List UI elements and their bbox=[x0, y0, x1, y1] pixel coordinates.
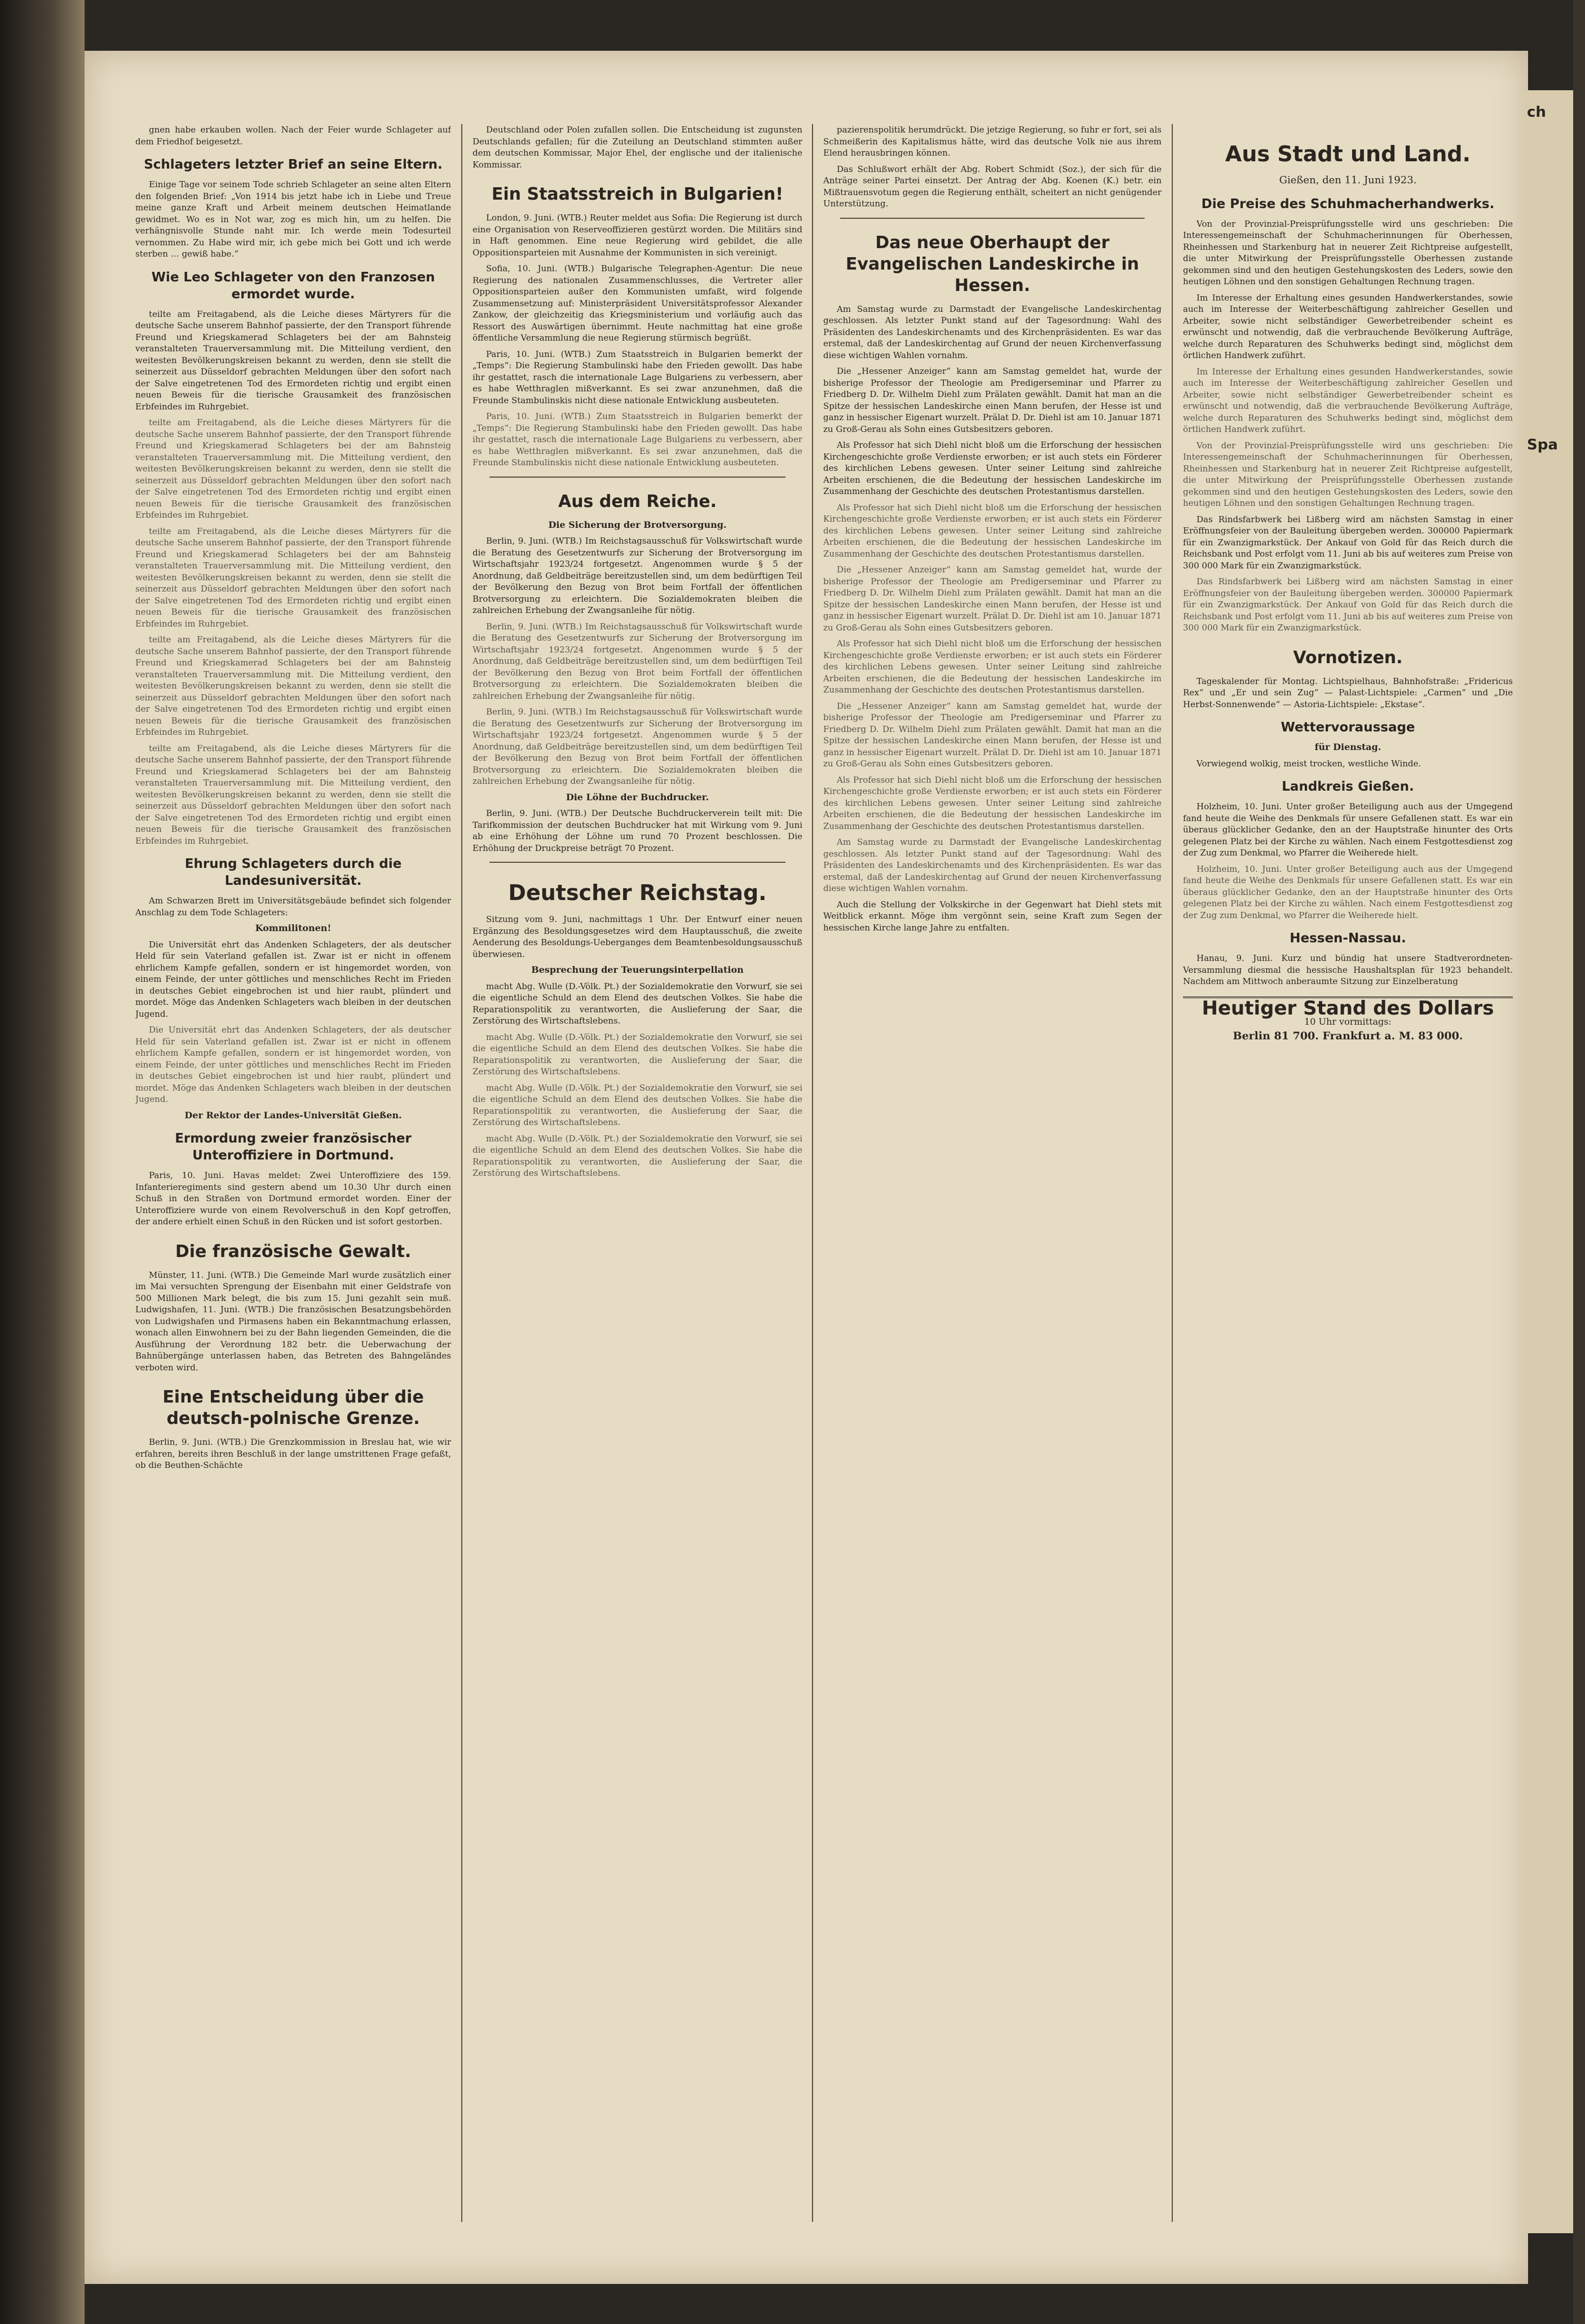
dollar-rate-box bbox=[1183, 996, 1513, 1042]
article-text: Im Interesse der Erhaltung eines gesunden Handwerkerstandes, sowie auch im Interesse der Weiterbeschäftigung zahlreicher Gesellen und Arbeiter, sowie nicht selbständiger Gewerbetreibender scheint es erwünscht und notwendig, daß die verbrauchende Bevölkerung Aufträge, welche durch Reparaturen des Schuhwerks bedingt sind, möglichst dem örtlichen Handwerk zuführt. bbox=[1183, 292, 1513, 360]
article-text: Paris, 10. Juni. Havas meldet: Zwei Unteroffiziere des 159. Infanterieregiments sind gestern abend um 10.30 Uhr durch einen Schuß in den Straßen von Dortmund ermordet worden. Einer der Unteroffiziere wurde von einem Revolverschuß in den Kopf getroffen, der andere erhielt einen Schuß in den Rücken und ist sofort gestorben. bbox=[135, 1170, 451, 1227]
subheading: Besprechung der Teuerungsinterpellation bbox=[531, 964, 744, 975]
article-text: Berlin, 9. Juni. (WTB.) Im Reichstagsausschuß für Volkswirtschaft wurde die Beratung des Gesetzentwurfs zur Sicherung der Brotversorgung im Wirtschaftsjahr 1923/24 fortgesetzt. Angenommen wurde § 5 der Anordnung, daß Geldbeiträge bereitzustellen sind, um dem bedürftigen Teil der Bevölkerung den Bezug von Brot beim Fortfall der öffentlichen Brotversorgung zu erleichtern. Die Sozialdemokraten bleiben die zahlreichen Erhebung der Zwangsanleihe für nötig. bbox=[473, 707, 802, 786]
article-text: teilte am Freitagabend, als die Leiche dieses Märtyrers für die deutsche Sache unserem Bahnhof passierte, der den Transport führende Freund und Kriegskamerad Schlageters bei der am Bahnsteig veranstalteten Trauerversammlung mit. Die Mitteilung verdient, den weitesten Bevölkerungskreisen bekannt zu werden, denn sie stellt die seinerzeit aus Düsseldorf gebrachten Meldungen über den sofort nach der Salve eingetretenen Tod des Ermordeten richtig und ergibt einen neuen Beweis für die tierische Grausamkeit des französischen Erbfeindes im Ruhrgebiet. bbox=[135, 417, 451, 520]
article-heading: Schlageters letzter Brief an seine Eltern. bbox=[144, 157, 443, 172]
column-4 bbox=[1183, 124, 1513, 2222]
article-text: Als Professor hat sich Diehl nicht bloß um die Erforschung der hessischen Kirchengeschichte große Verdienste erworben; er ist auch stets ein Förderer des kirchlichen Lebens gewesen. Unter seiner Leitung sind zahlreiche Arbeiten erschienen, die die Bedeutung der hessischen Landeskirche im Zusammenhang der Geschichte des deutschen Protestantismus darstellen. bbox=[823, 502, 1162, 559]
article-heading: Die Preise des Schuhmacherhandwerks. bbox=[1201, 196, 1495, 211]
article-heading: Ermordung zweier französischer Unteroffiziere in Dortmund. bbox=[175, 1131, 412, 1163]
article-text: macht Abg. Wulle (D.-Völk. Pt.) der Sozialdemokratie den Vorwurf, sie sei die eigentliche Schuld an dem Elend des deutschen Volkes. Sie habe die Reparationspolitik zu verantworten, die Auslieferung der Saar, die Zerstörung des Wirtschaftslebens. bbox=[473, 1031, 802, 1077]
subheading: Die Löhne der Buchdrucker. bbox=[566, 791, 709, 802]
article-text: Das Rindsfarbwerk bei Lißberg wird am nächsten Samstag in einer Eröffnungsfeier von der Bauleitung übergeben werden. 300000 Papiermark für ein Zwanzigmarkstück. Der Ankauf von Gold für das Reich durch die Reichsbank und Post erfolgt vom 11. Juni ab bis auf weiteres zum Preise von 300 000 Mark für ein Zwanzigmarkstück. bbox=[1183, 514, 1513, 571]
article-text: Als Professor hat sich Diehl nicht bloß um die Erforschung der hessischen Kirchengeschichte große Verdienste erworben; er ist auch stets ein Förderer des kirchlichen Lebens gewesen. Unter seiner Leitung sind zahlreiche Arbeiten erschienen, die die Bedeutung der hessischen Landeskirche im Zusammenhang der Geschichte des deutschen Protestantismus darstellen. bbox=[823, 638, 1162, 695]
article-text: Die „Hessener Anzeiger“ kann am Samstag gemeldet hat, wurde der bisherige Professor der Theologie am Predigerseminar und Pfarrer zu Friedberg D. Dr. Wilhelm Diehl zum Prälaten gewählt. Damit hat man an die Spitze der hessischen Landeskirche einen Mann berufen, der Hesse ist und ganz in hessischer Eigenart wurzelt. Prälat D. Dr. Diehl ist am 10. Januar 1871 zu Groß-Gerau als Sohn eines Gutsbesitzers geboren. bbox=[823, 366, 1162, 434]
article-text: macht Abg. Wulle (D.-Völk. Pt.) der Sozialdemokratie den Vorwurf, sie sei die eigentliche Schuld an dem Elend des deutschen Volkes. Sie habe die Reparationspolitik zu verantworten, die Auslieferung der Saar, die Zerstörung des Wirtschaftslebens. bbox=[473, 1082, 802, 1127]
article-heading: Landkreis Gießen. bbox=[1282, 779, 1414, 794]
article-text: macht Abg. Wulle (D.-Völk. Pt.) der Sozialdemokratie den Vorwurf, sie sei die eigentliche Schuld an dem Elend des deutschen Volkes. Sie habe die Reparationspolitik zu verantworten, die Auslieferung der Saar, die Zerstörung des Wirtschaftslebens. bbox=[473, 1133, 802, 1178]
article-text: Im Interesse der Erhaltung eines gesunden Handwerkerstandes, sowie auch im Interesse der Weiterbeschäftigung zahlreicher Gesellen und Arbeiter, sowie nicht selbständiger Gewerbetreibender scheint es erwünscht und notwendig, daß die verbrauchende Bevölkerung Aufträge, welche durch Reparaturen des Schuhwerks bedingt sind, möglichst dem örtlichen Handwerk zuführt. bbox=[1183, 366, 1513, 434]
article-text: Holzheim, 10. Juni. Unter großer Beteiligung auch aus der Umgegend fand heute die Weihe des Denkmals für unsere Gefallenen statt. Es war ein überaus glücklicher Gedanke, den an der Hauptstraße hinunter des Orts gelegenen Platz bei der Kirche zu wählen. Nach einem Festgottesdienst zog der Zug zum Denkmal, wo Pfarrer die Weiherede hielt. bbox=[1183, 801, 1513, 858]
article-heading: Wie Leo Schlageter von den Franzosen ermordet wurde. bbox=[151, 270, 435, 302]
subheading: Kommilitonen! bbox=[255, 923, 332, 933]
article-text: teilte am Freitagabend, als die Leiche dieses Märtyrers für die deutsche Sache unserem Bahnhof passierte, der den Transport führende Freund und Kriegskamerad Schlageters bei der am Bahnsteig veranstalteten Trauerversammlung mit. Die Mitteilung verdient, den weitesten Bevölkerungskreisen bekannt zu werden, denn sie stellt die seinerzeit aus Düsseldorf gebrachten Meldungen über den sofort nach der Salve eingetretenen Tod des Ermordeten richtig und ergibt einen neuen Beweis für die tierische Grausamkeit des französischen Erbfeindes im Ruhrgebiet. bbox=[135, 526, 451, 629]
column-2 bbox=[473, 124, 802, 2222]
section-heading: Aus Stadt und Land. bbox=[1225, 142, 1471, 166]
column-1 bbox=[135, 124, 451, 2222]
dollar-rate-values: Berlin 81 700. Frankfurt a. M. 83 000. bbox=[1233, 1029, 1463, 1042]
article-text: Von der Provinzial-Preisprüfungsstelle wird uns geschrieben: Die Interessengemeinschaft der Schuhmacherinnungen für Oberhessen, Rheinhessen und Starkenburg hat in neuerer Zeit Richtpreise aufgestellt, die unter Mitwirkung der Preisprüfungsstelle Oberhessen zustande gekommen sind und den heutigen Gestehungskosten des Leders, sowie den heutigen Löhnen und den sonstigen Gehaltungen Rechnung tragen. bbox=[1183, 218, 1513, 286]
article-text: Die „Hessener Anzeiger“ kann am Samstag gemeldet hat, wurde der bisherige Professor der Theologie am Predigerseminar und Pfarrer zu Friedberg D. Dr. Wilhelm Diehl zum Prälaten gewählt. Damit hat man an die Spitze der hessischen Landeskirche einen Mann berufen, der Hesse ist und ganz in hessischer Eigenart wurzelt. Prälat D. Dr. Diehl ist am 10. Januar 1871 zu Groß-Gerau als Sohn eines Gutsbesitzers geboren. bbox=[823, 700, 1162, 769]
article-text: Sofia, 10. Juni. (WTB.) Bulgarische Telegraphen-Agentur: Die neue Regierung des nationalen Zusammenschlusses, die Vertreter aller Oppositionsparteien außer den Kommunisten umfaßt, wird folgende Zusammensetzung auf: Ministerpräsident Universitätsprofessor Alexander Zankow, der gleichzeitig das Kriegsministerium und vorläufig auch das Ressort des Auswärtigen übernimmt. Heute nachmittag hat eine große öffentliche Versammlung die neue Regierung stürmisch begrüßt. bbox=[473, 263, 802, 343]
dollar-rate-time: 10 Uhr vormittags: bbox=[1304, 1016, 1392, 1027]
divider bbox=[840, 218, 1145, 219]
article-text: macht Abg. Wulle (D.-Völk. Pt.) der Sozialdemokratie den Vorwurf, sie sei die eigentliche Schuld an dem Elend des deutschen Volkes. Sie habe die Reparationspolitik zu verantworten, die Auslieferung der Saar, die Zerstörung des Wirtschaftslebens. bbox=[473, 981, 802, 1026]
column-3 bbox=[823, 124, 1162, 2222]
next-page-fragment: Spa bbox=[1527, 436, 1558, 453]
article-heading: Die französische Gewalt. bbox=[175, 1241, 412, 1262]
next-page-fragment: ch bbox=[1527, 104, 1546, 121]
section-heading: Aus dem Reiche. bbox=[558, 491, 717, 511]
edge-strip bbox=[1573, 0, 1585, 2324]
article-text: Das Schlußwort erhält der Abg. Robert Schmidt (Soz.), der sich für die Anträge seiner Partei einsetzt. Der Antrag der Abg. Koenen (K.) betr. ein Mißtrauensvotum gegen die Regierung enthält, scheitert an nicht genügender Unterstützung. bbox=[823, 164, 1162, 209]
section-heading: Deutscher Reichstag. bbox=[508, 880, 767, 905]
article-text: Berlin, 9. Juni. (WTB.) Der Deutsche Buchdruckerverein teilt mit: Die Tarifkommission der deutschen Buchdrucker hat mit Wirkung vom 9. Juni ab eine Erhöhung der Löhne um rund 70 Prozent beschlossen. Die Erhöhung der Druckpreise beträgt 70 Prozent. bbox=[473, 808, 802, 853]
article-text: Am Samstag wurde zu Darmstadt der Evangelische Landeskirchentag geschlossen. Als letzter Punkt stand auf der Tagesordnung: Wahl des Präsidenten des Landeskirchenamts und des Kirchenpräsidenten. Es war das erstemal, daß der Landeskirchentag auf Grund der neuen Kirchenverfassung diese wichtigen Wahlen vornahm. bbox=[823, 303, 1162, 360]
article-text: Die Universität ehrt das Andenken Schlageters, der als deutscher Held für sein Vaterland gefallen ist. Zwar ist er nicht in offenem ehrlichem Kampfe gefallen, sondern er ist hingemordet worden, von einem Feinde, der unter göttliches und menschliches Recht im Frieden in deutsches Gebiet eingebrochen ist und hier raubt, plündert und mordet. Möge das Andenken Schlageters wach bleiben in der deutschen Jugend. bbox=[135, 939, 451, 1019]
article-text: Sitzung vom 9. Juni, nachmittags 1 Uhr. Der Entwurf einer neuen Ergänzung des Besoldungsgesetzes wird dem Hauptausschuß, die zweite Aenderung des Besoldungs-Ueberganges dem Beamtenbesoldungsausschuß überwiesen. bbox=[473, 914, 802, 959]
article-text: Berlin, 9. Juni. (WTB.) Die Grenzkommission in Breslau hat, wie wir erfahren, bereits ihren Beschluß in der lange umstrittenen Frage gefaßt, ob die Beuthen-Schächte bbox=[135, 1437, 451, 1470]
article-text: Vorwiegend wolkig, meist trocken, westliche Winde. bbox=[1197, 758, 1421, 769]
article-heading: Ein Staatsstreich in Bulgarien! bbox=[491, 184, 784, 204]
column-rule bbox=[461, 124, 462, 2222]
article-text: teilte am Freitagabend, als die Leiche dieses Märtyrers für die deutsche Sache unserem Bahnhof passierte, der den Transport führende Freund und Kriegskamerad Schlageters bei der am Bahnsteig veranstalteten Trauerversammlung mit. Die Mitteilung verdient, den weitesten Bevölkerungskreisen bekannt zu werden, denn sie stellt die seinerzeit aus Düsseldorf gebrachten Meldungen über den sofort nach der Salve eingetretenen Tod des Ermordeten richtig und ergibt einen neuen Beweis für die tierische Grausamkeit des französischen Erbfeindes im Ruhrgebiet. bbox=[135, 743, 451, 846]
next-page-edge bbox=[1522, 90, 1573, 2233]
article-text: teilte am Freitagabend, als die Leiche dieses Märtyrers für die deutsche Sache unserem Bahnhof passierte, der den Transport führende Freund und Kriegskamerad Schlageters bei der am Bahnsteig veranstalteten Trauerversammlung mit. Die Mitteilung verdient, den weitesten Bevölkerungskreisen bekannt zu werden, denn sie stellt die seinerzeit aus Düsseldorf gebrachten Meldungen über den sofort nach der Salve eingetretenen Tod des Ermordeten richtig und ergibt einen neuen Beweis für die tierische Grausamkeit des französischen Erbfeindes im Ruhrgebiet. bbox=[135, 308, 451, 412]
article-text: Am Schwarzen Brett im Universitätsgebäude befindet sich folgender Anschlag zu dem Tode Schlageters: bbox=[135, 896, 451, 918]
article-text: teilte am Freitagabend, als die Leiche dieses Märtyrers für die deutsche Sache unserem Bahnhof passierte, der den Transport führende Freund und Kriegskamerad Schlageters bei der am Bahnsteig veranstalteten Trauerversammlung mit. Die Mitteilung verdient, den weitesten Bevölkerungskreisen bekannt zu werden, denn sie stellt die seinerzeit aus Düsseldorf gebrachten Meldungen über den sofort nach der Salve eingetretenen Tod des Ermordeten richtig und ergibt einen neuen Beweis für die tierische Grausamkeit des französischen Erbfeindes im Ruhrgebiet. bbox=[135, 634, 451, 737]
article-text: Tageskalender für Montag. Lichtspielhaus, Bahnhofstraße: „Fridericus Rex“ und „Er und sein Zug“ — Palast-Lichtspiele: „Carmen“ und „Die Herbst-Sonnenwende“ — Astoria-Lichtspiele: „Ekstase“. bbox=[1183, 676, 1513, 709]
dateline: Gießen, den 11. Juni 1923. bbox=[1279, 174, 1417, 186]
subheading: für Dienstag. bbox=[1314, 742, 1381, 752]
article-text: pazierenspolitik herumdrückt. Die jetzige Regierung, so fuhr er fort, sei als Schmeißerin des Kapitalismus hätte, wird das deutsche Volk nie aus ihrem Elend herausbringen können. bbox=[823, 125, 1162, 158]
article-heading: Wettervoraussage bbox=[1281, 720, 1415, 735]
article-text: Einige Tage vor seinem Tode schrieb Schlageter an seine alten Eltern den folgenden Brief: „Von 1914 bis jetzt habe ich in Liebe und Treue meine ganze Kraft und Arbeit meinem deutschen Heimatlande gewidmet. Wo es in Not war, zog es mich hin, um zu helfen. Die verhängnisvolle Stunde naht mir. Ich werde mein Todesurteil vernommen. Zu Habe wird mir, ich gebe mich bei Gott und ich werde sterben … gewiß habe.“ bbox=[135, 179, 451, 259]
article-text: Am Samstag wurde zu Darmstadt der Evangelische Landeskirchentag geschlossen. Als letzter Punkt stand auf der Tagesordnung: Wahl des Präsidenten des Landeskirchenamts und des Kirchenpräsidenten. Es war das erstemal, daß der Landeskirchentag auf Grund der neuen Kirchenverfassung diese wichtigen Wahlen vornahm. bbox=[823, 837, 1162, 893]
article-text: Von der Provinzial-Preisprüfungsstelle wird uns geschrieben: Die Interessengemeinschaft der Schuhmacherinnungen für Oberhessen, Rheinhessen und Starkenburg hat in neuerer Zeit Richtpreise aufgestellt, die unter Mitwirkung der Preisprüfungsstelle Oberhessen zustande gekommen sind und den heutigen Gestehungskosten des Leders, sowie den heutigen Löhnen und den sonstigen Gehaltungen Rechnung tragen. bbox=[1183, 440, 1513, 508]
article-heading: Eine Entscheidung über die deutsch-polnische Grenze. bbox=[162, 1387, 424, 1428]
article-text: gnen habe erkauben wollen. Nach der Feier wurde Schlageter auf dem Friedhof beigesetzt. bbox=[135, 125, 451, 147]
article-text: Berlin, 9. Juni. (WTB.) Im Reichstagsausschuß für Volkswirtschaft wurde die Beratung des Gesetzentwurfs zur Sicherung der Brotversorgung im Wirtschaftsjahr 1923/24 fortgesetzt. Angenommen wurde § 5 der Anordnung, daß Geldbeiträge bereitzustellen sind, um dem bedürftigen Teil der Bevölkerung den Bezug von Brot beim Fortfall der öffentlichen Brotversorgung zu erleichtern. Die Sozialdemokraten bleiben die zahlreichen Erhebung der Zwangsanleihe für nötig. bbox=[473, 536, 802, 615]
subheading: Die Sicherung der Brotversorgung. bbox=[548, 519, 727, 530]
article-text: Münster, 11. Juni. (WTB.) Die Gemeinde Marl wurde zusätzlich einer im Mai versuchten Sprengung der Eisenbahn mit einer Geldstrafe von 500 Millionen Mark belegt, die bis zum 15. Juni gezahlt sein muß. Ludwigshafen, 11. Juni. (WTB.) Die französischen Besatzungsbehörden von Ludwigshafen und Pirmasens haben ein Bekanntmachung erlassen, wonach allen Einwohnern bei zu der Bahn liegenden Gemeinden, die die Ausführung der Verordnung 182 betr. die Ueberwachung der Bahnübergänge unterlassen haben, das Betreten des Bahngeländes verboten wird. bbox=[135, 1269, 451, 1373]
article-text: Paris, 10. Juni. (WTB.) Zum Staatsstreich in Bulgarien bemerkt der „Temps“: Die Regierung Stambulinski habe den Frieden gewollt. Das habe ihr gestattet, rasch die internationale Lage Bulgariens zu verbessern, aber es habe Wetthraglen mißverkannt. Es sei zwar anzunehmen, daß die Freunde Stambulinskis nicht diese nationale Entwicklung ausbeuteten. bbox=[473, 411, 802, 468]
book-binding bbox=[0, 0, 85, 2324]
signature: Der Rektor der Landes-Universität Gießen. bbox=[184, 1109, 402, 1121]
article-text: London, 9. Juni. (WTB.) Reuter meldet aus Sofia: Die Regierung ist durch eine Organisation von Reserveoffizieren gestürzt worden. Die Militärs sind in Haft genommen. Eine neue Regierung wird gebildet, die alle Oppositionsparteien mit Ausnahme der Kommunisten in sich vereinigt. bbox=[473, 213, 802, 258]
article-text: Hanau, 9. Juni. Kurz und bündig hat unsere Stadtverordneten-Versammlung diesmal die hessische Haushaltsplan für 1923 behandelt. Nachdem am Mittwoch anberaumte Sitzung zur Einzelberatung bbox=[1183, 953, 1513, 986]
column-rule bbox=[1172, 124, 1173, 2222]
article-heading: Hessen-Nassau. bbox=[1290, 931, 1406, 946]
article-text: Deutschland oder Polen zufallen sollen. Die Entscheidung ist zugunsten Deutschlands gefallen; für die Zuteilung an Deutschland stimmten außer dem deutschen Kommissar, Major Ehel, der englische und der italienische Kommissar. bbox=[473, 125, 802, 170]
article-text: Holzheim, 10. Juni. Unter großer Beteiligung auch aus der Umgegend fand heute die Weihe des Denkmals für unsere Gefallenen statt. Es war ein überaus glücklicher Gedanke, den an der Hauptstraße hinunter des Orts gelegenen Platz bei der Kirche zu wählen. Nach einem Festgottesdienst zog der Zug zum Denkmal, wo Pfarrer die Weiherede hielt. bbox=[1183, 863, 1513, 920]
article-text: Als Professor hat sich Diehl nicht bloß um die Erforschung der hessischen Kirchengeschichte große Verdienste erworben; er ist auch stets ein Förderer des kirchlichen Lebens gewesen. Unter seiner Leitung sind zahlreiche Arbeiten erschienen, die die Bedeutung der hessischen Landeskirche im Zusammenhang der Geschichte des deutschen Protestantismus darstellen. bbox=[823, 774, 1162, 831]
article-text: Die „Hessener Anzeiger“ kann am Samstag gemeldet hat, wurde der bisherige Professor der Theologie am Predigerseminar und Pfarrer zu Friedberg D. Dr. Wilhelm Diehl zum Prälaten gewählt. Damit hat man an die Spitze der hessischen Landeskirche einen Mann berufen, der Hesse ist und ganz in hessischer Eigenart wurzelt. Prälat D. Dr. Diehl ist am 10. Januar 1871 zu Groß-Gerau als Sohn eines Gutsbesitzers geboren. bbox=[823, 565, 1162, 633]
article-heading: Das neue Oberhaupt der Evangelischen Landeskirche in Hessen. bbox=[845, 232, 1140, 296]
article-text: Berlin, 9. Juni. (WTB.) Im Reichstagsausschuß für Volkswirtschaft wurde die Beratung des Gesetzentwurfs zur Sicherung der Brotversorgung im Wirtschaftsjahr 1923/24 fortgesetzt. Angenommen wurde § 5 der Anordnung, daß Geldbeiträge bereitzustellen sind, um dem bedürftigen Teil der Bevölkerung den Bezug von Brot beim Fortfall der öffentlichen Brotversorgung zu erleichtern. Die Sozialdemokraten bleiben die zahlreichen Erhebung der Zwangsanleihe für nötig. bbox=[473, 621, 802, 701]
article-text: Auch die Stellung der Volkskirche in der Gegenwart hat Diehl stets mit Weitblick erkannt. Möge ihm vergönnt sein, seine Kraft zum Segen der hessischen Kirche lange Jahre zu entfalten. bbox=[823, 899, 1162, 933]
divider bbox=[489, 477, 785, 478]
article-heading: Vornotizen. bbox=[1293, 647, 1403, 668]
article-text: Die Universität ehrt das Andenken Schlageters, der als deutscher Held für sein Vaterland gefallen ist. Zwar ist er nicht in offenem ehrlichem Kampfe gefallen, sondern er ist hingemordet worden, von einem Feinde, der unter göttliches und menschliches Recht im Frieden in deutsches Gebiet eingebrochen ist und hier raubt, plündert und mordet. Möge das Andenken Schlageters wach bleiben in der deutschen Jugend. bbox=[135, 1025, 451, 1104]
article-text: Als Professor hat sich Diehl nicht bloß um die Erforschung der hessischen Kirchengeschichte große Verdienste erworben; er ist auch stets ein Förderer des kirchlichen Lebens gewesen. Unter seiner Leitung sind zahlreiche Arbeiten erschienen, die die Bedeutung der hessischen Landeskirche im Zusammenhang der Geschichte des deutschen Protestantismus darstellen. bbox=[823, 440, 1162, 496]
article-text: Das Rindsfarbwerk bei Lißberg wird am nächsten Samstag in einer Eröffnungsfeier von der Bauleitung übergeben werden. 300000 Papiermark für ein Zwanzigmarkstück. Der Ankauf von Gold für das Reich durch die Reichsbank und Post erfolgt vom 11. Juni ab bis auf weiteres zum Preise von 300 000 Mark für ein Zwanzigmarkstück. bbox=[1183, 576, 1513, 633]
article-heading: Ehrung Schlageters durch die Landesuniversität. bbox=[184, 857, 402, 888]
divider bbox=[489, 862, 785, 863]
column-rule bbox=[812, 124, 813, 2222]
dollar-rate-title: Heutiger Stand des Dollars bbox=[1202, 996, 1494, 1020]
article-text: Paris, 10. Juni. (WTB.) Zum Staatsstreich in Bulgarien bemerkt der „Temps“: Die Regierung Stambulinski habe den Frieden gewollt. Das habe ihr gestattet, rasch die internationale Lage Bulgariens zu verbessern, aber es habe Wetthraglen mißverkannt. Es sei zwar anzunehmen, daß die Freunde Stambulinskis nicht diese nationale Entwicklung ausbeuteten. bbox=[473, 349, 802, 405]
